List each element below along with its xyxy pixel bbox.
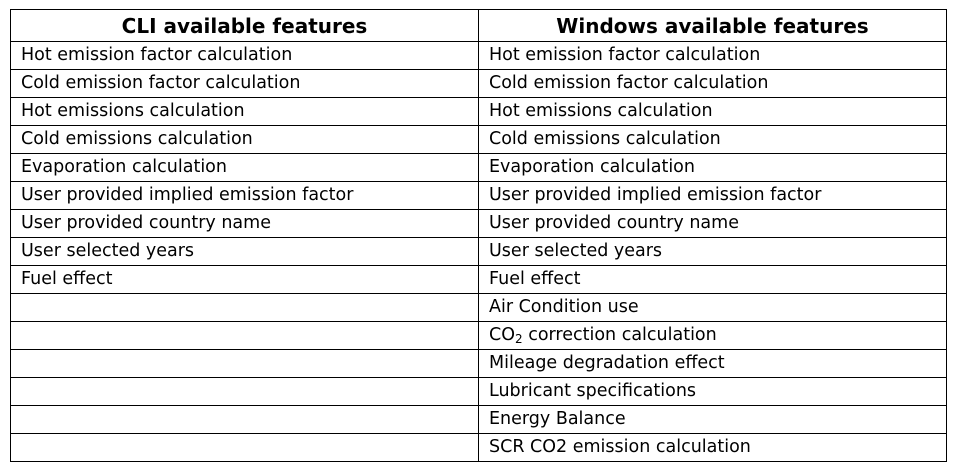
table-row [11,238,947,266]
cli-feature-cell: Fuel effect [11,266,479,294]
cli-feature-cell [11,294,479,322]
cli-feature-cell [11,322,479,350]
windows-feature-cell: Hot emission factor calculation [479,42,947,70]
windows-feature-cell: $CO_2$ correction calculation [479,322,947,350]
table-header-row [11,10,947,42]
table-row [11,210,947,238]
windows-feature-cell: SCR CO2 emission calculation [479,434,947,462]
windows-feature-cell: Cold emissions calculation [479,126,947,154]
table-row [11,378,947,406]
windows-feature-cell: Fuel effect [479,266,947,294]
windows-feature-cell: User provided country name [479,210,947,238]
header-windows: Windows available features [479,10,947,42]
windows-feature-cell: Hot emissions calculation [479,98,947,126]
cli-feature-cell: Cold emissions calculation [11,126,479,154]
cli-feature-cell: User provided country name [11,210,479,238]
table-row [11,70,947,98]
windows-feature-cell: Energy Balance [479,406,947,434]
table-row [11,154,947,182]
cli-feature-cell [11,406,479,434]
windows-feature-cell: Air Condition use [479,294,947,322]
cli-feature-cell: Hot emissions calculation [11,98,479,126]
windows-feature-cell: Cold emission factor calculation [479,70,947,98]
header-cli: CLI available features [11,10,479,42]
table-row [11,322,947,350]
cli-feature-cell [11,378,479,406]
table-row [11,406,947,434]
table-row [11,98,947,126]
table-row [11,266,947,294]
table-row [11,350,947,378]
table-row [11,434,947,462]
table-row [11,126,947,154]
table-row [11,42,947,70]
features-table-wrapper [10,9,947,462]
windows-feature-cell: User provided implied emission factor [479,182,947,210]
cli-feature-cell: User provided implied emission factor [11,182,479,210]
cli-feature-cell [11,350,479,378]
windows-feature-cell: Evaporation calculation [479,154,947,182]
cli-feature-cell: User selected years [11,238,479,266]
windows-feature-cell: Lubricant specifications [479,378,947,406]
table-row [11,294,947,322]
cli-feature-cell: Hot emission factor calculation [11,42,479,70]
cli-feature-cell: Cold emission factor calculation [11,70,479,98]
cli-feature-cell: Evaporation calculation [11,154,479,182]
table-row [11,182,947,210]
features-table [10,9,947,462]
windows-feature-cell: User selected years [479,238,947,266]
windows-feature-cell: Mileage degradation effect [479,350,947,378]
cli-feature-cell [11,434,479,462]
